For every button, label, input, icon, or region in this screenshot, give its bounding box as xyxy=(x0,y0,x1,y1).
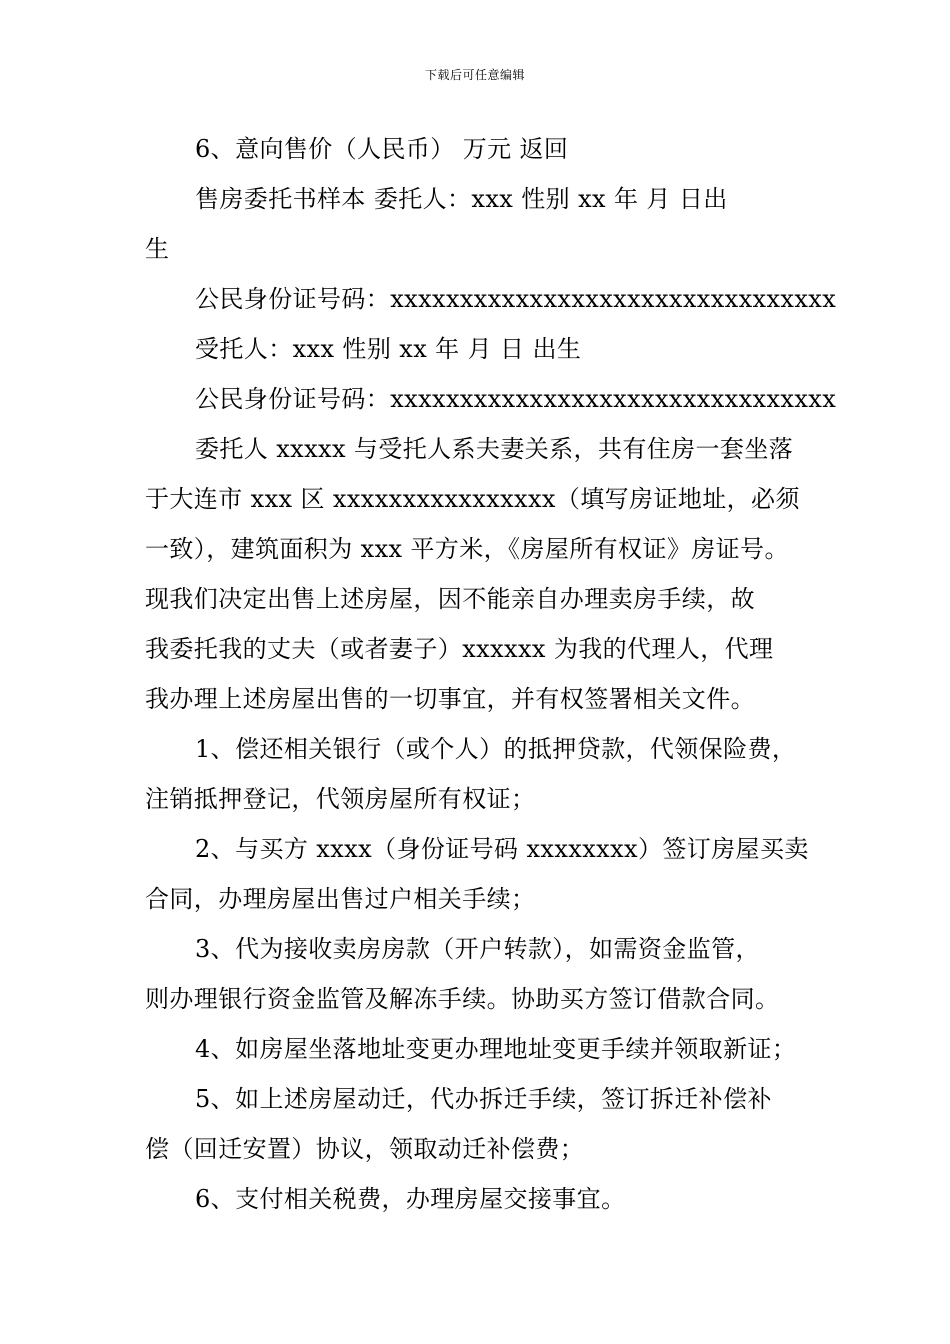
text-line-agent: 受托人：xxx 性别 xx 年 月 日 出生 xyxy=(195,335,582,363)
text-line-principal-id: 公民身份证号码：xxxxxxxxxxxxxxxxxxxxxxxxxxxxxxxx xyxy=(195,285,837,313)
list-item-1: 1、偿还相关银行（或个人）的抵押贷款，代领保险费， xyxy=(195,735,797,763)
list-item-6: 6、支付相关税费，办理房屋交接事宜。 xyxy=(195,1185,626,1213)
text-line-price: 6、意向售价（人民币） 万元 返回 xyxy=(195,135,569,163)
text-line-title-principal: 售房委托书样本 委托人：xxx 性别 xx 年 月 日出 xyxy=(195,185,728,213)
list-item-5: 5、如上述房屋动迁，代办拆迁手续，签订拆迁补偿补 xyxy=(195,1085,772,1113)
paragraph-line: 我委托我的丈夫（或者妻子）xxxxxx 为我的代理人，代理 xyxy=(145,635,774,663)
text-line-agent-id: 公民身份证号码：xxxxxxxxxxxxxxxxxxxxxxxxxxxxxxxx xyxy=(195,385,837,413)
list-item-2-cont: 合同，办理房屋出售过户相关手续； xyxy=(145,885,536,913)
list-item-3: 3、代为接收卖房房款（开户转款），如需资金监管， xyxy=(195,935,760,963)
list-item-5-cont: 偿（回迁安置）协议，领取动迁补偿费； xyxy=(145,1135,585,1163)
list-item-1-cont: 注销抵押登记，代领房屋所有权证； xyxy=(145,785,536,813)
paragraph-line: 现我们决定出售上述房屋，因不能亲自办理卖房手续，故 xyxy=(145,585,755,613)
paragraph-line: 我办理上述房屋出售的一切事宜，并有权签署相关文件。 xyxy=(145,685,755,713)
list-item-3-cont: 则办理银行资金监管及解冻手续。协助买方签订借款合同。 xyxy=(145,985,780,1013)
text-line-born: 生 xyxy=(145,235,170,263)
paragraph-line: 于大连市 xxx 区 xxxxxxxxxxxxxxxx（填写房证地址，必须 xyxy=(145,485,800,513)
list-item-4: 4、如房屋坐落地址变更办理地址变更手续并领取新证； xyxy=(195,1035,797,1063)
list-item-2: 2、与买方 xxxx（身份证号码 xxxxxxxx）签订房屋买卖 xyxy=(195,835,809,863)
paragraph-line: 委托人 xxxxx 与受托人系夫妻关系，共有住房一套坐落 xyxy=(195,435,794,463)
page-header-note: 下载后可任意编辑 xyxy=(424,68,525,82)
paragraph-line: 一致），建筑面积为 xxx 平方米，《房屋所有权证》房证号。 xyxy=(145,535,789,563)
